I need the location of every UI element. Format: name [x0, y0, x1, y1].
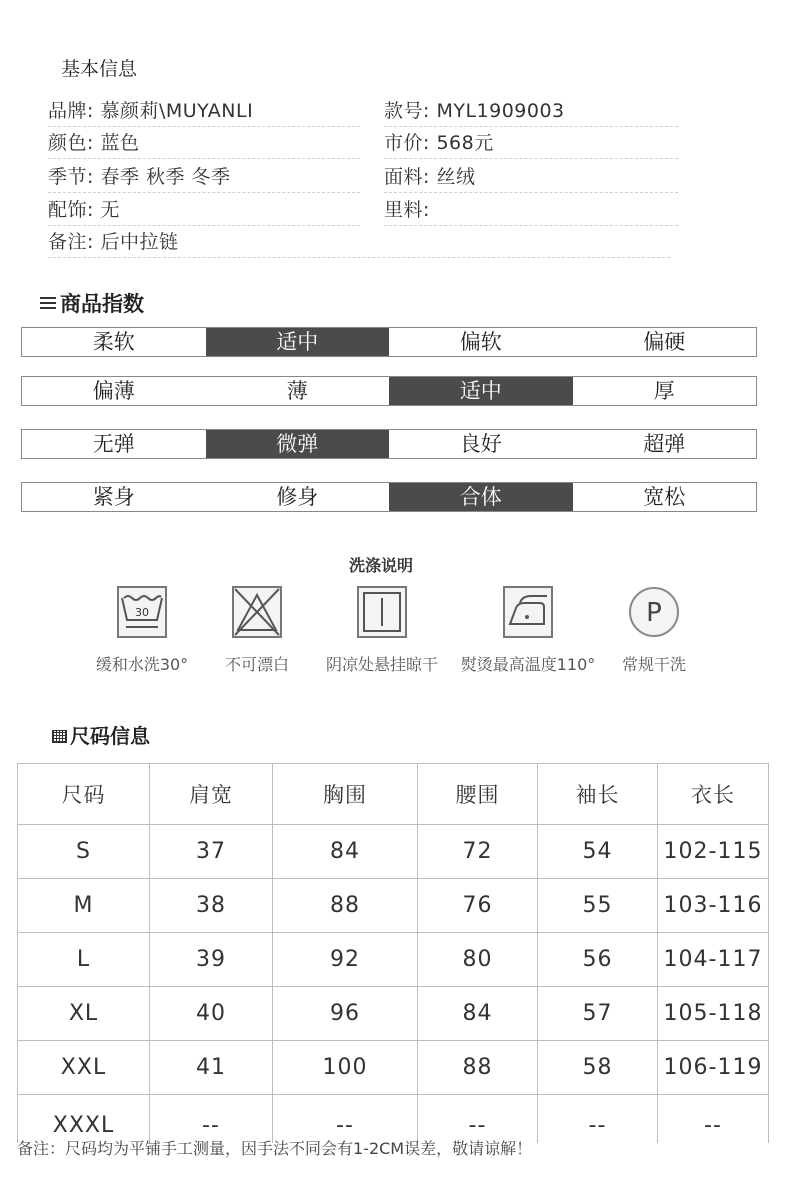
table-header: 腰围: [418, 764, 538, 825]
table-cell: 106-119: [658, 1041, 769, 1095]
dashed-divider: [384, 158, 678, 159]
table-cell: --: [658, 1095, 769, 1143]
table-cell: 100: [273, 1041, 418, 1095]
info-note: 备注: 后中拉链: [48, 231, 179, 253]
index-option: 超弹: [643, 432, 686, 456]
iron-icon: [503, 586, 553, 638]
list-icon: [40, 296, 56, 310]
index-bar-elasticity: [21, 429, 757, 459]
table-cell: 84: [273, 825, 418, 879]
wash-label: 常规干洗: [621, 655, 687, 674]
table-cell: 92: [273, 933, 418, 987]
wash-item: [325, 586, 439, 674]
index-bar-thickness: [21, 376, 757, 406]
svg-text:P: P: [646, 598, 662, 628]
table-cell: XXXL: [18, 1095, 150, 1143]
index-option: 厚: [653, 379, 675, 403]
index-option: 无弹: [92, 432, 135, 456]
table-cell: --: [538, 1095, 658, 1143]
dashed-divider: [48, 126, 360, 127]
wash-item: [621, 586, 687, 674]
info-price: 市价: 568元: [384, 132, 494, 154]
index-option: 薄: [286, 379, 308, 403]
index-option: 柔软: [92, 330, 135, 354]
table-header: 袖长: [538, 764, 658, 825]
info-accessory: 配饰: 无: [48, 199, 120, 221]
index-option-selected: 适中: [206, 328, 390, 356]
table-cell: --: [150, 1095, 273, 1143]
table-header: 衣长: [658, 764, 769, 825]
size-remark: 备注：尺码均为平铺手工测量，因手法不同会有1-2CM误差，敬请谅解！: [17, 1139, 533, 1158]
table-cell: 57: [538, 987, 658, 1041]
table-cell: 72: [418, 825, 538, 879]
info-color: 颜色: 蓝色: [48, 132, 140, 154]
table-header-row: [18, 764, 769, 825]
table-cell: 40: [150, 987, 273, 1041]
wash-item: [95, 586, 189, 674]
no-bleach-icon: [232, 586, 282, 638]
table-cell: 102-115: [658, 825, 769, 879]
product-index-title: [40, 288, 144, 318]
wash-item: [224, 586, 290, 674]
index-option: 偏软: [459, 330, 502, 354]
line-dry-shade-icon: [357, 586, 407, 638]
table-cell: 105-118: [658, 987, 769, 1041]
table-cell: 103-116: [658, 879, 769, 933]
size-table: [17, 763, 769, 1143]
table-cell: 80: [418, 933, 538, 987]
index-option-selected: 合体: [389, 483, 573, 511]
wash-label: 阴凉处悬挂晾干: [325, 655, 439, 674]
index-bar-softness: [21, 327, 757, 357]
index-option-selected: 适中: [389, 377, 573, 405]
index-option: 偏薄: [92, 379, 135, 403]
table-cell: --: [273, 1095, 418, 1143]
table-cell: 58: [538, 1041, 658, 1095]
wash-30-icon: [117, 586, 167, 638]
info-fabric: 面料: 丝绒: [384, 166, 476, 188]
table-cell: 56: [538, 933, 658, 987]
table-row: [18, 825, 769, 879]
info-lining: 里料:: [384, 199, 430, 221]
index-option: 良好: [459, 432, 502, 456]
size-info-title-text: 尺码信息: [70, 724, 150, 748]
table-cell: S: [18, 825, 150, 879]
table-cell: 55: [538, 879, 658, 933]
table-cell: XL: [18, 987, 150, 1041]
index-option-selected: 微弹: [206, 430, 390, 458]
index-option: 紧身: [92, 485, 135, 509]
dashed-divider: [384, 126, 678, 127]
table-cell: 37: [150, 825, 273, 879]
dashed-divider: [48, 158, 360, 159]
table-cell: 38: [150, 879, 273, 933]
table-cell: --: [418, 1095, 538, 1143]
table-cell: 88: [273, 879, 418, 933]
table-cell: 104-117: [658, 933, 769, 987]
wash-item: [460, 586, 596, 674]
table-cell: 41: [150, 1041, 273, 1095]
index-option: 修身: [276, 485, 319, 509]
size-info-title: [52, 720, 150, 749]
table-cell: 39: [150, 933, 273, 987]
info-brand: 品牌: 慕颜莉\MUYANLI: [48, 100, 254, 122]
basic-info-title: 基本信息: [61, 58, 138, 80]
dashed-divider: [48, 257, 670, 258]
wash-label: 熨烫最高温度110°: [460, 655, 596, 674]
table-cell: 76: [418, 879, 538, 933]
table-cell: L: [18, 933, 150, 987]
table-cell: 96: [273, 987, 418, 1041]
table-header: 肩宽: [150, 764, 273, 825]
table-cell: 88: [418, 1041, 538, 1095]
dry-clean-icon: [628, 586, 680, 638]
dashed-divider: [48, 225, 360, 226]
washing-title: 洗涤说明: [348, 556, 413, 575]
info-style-no: 款号: MYL1909003: [384, 100, 565, 122]
table-row: [18, 1041, 769, 1095]
wash-label: 缓和水洗30°: [95, 655, 189, 674]
table-header: 尺码: [18, 764, 150, 825]
info-season: 季节: 春季 秋季 冬季: [48, 166, 231, 188]
table-row: [18, 933, 769, 987]
product-index-title-text: 商品指数: [60, 292, 144, 316]
table-row: [18, 879, 769, 933]
svg-text:30: 30: [135, 606, 149, 619]
table-cell: 84: [418, 987, 538, 1041]
table-cell: 54: [538, 825, 658, 879]
dashed-divider: [48, 192, 360, 193]
dashed-divider: [384, 225, 678, 226]
dashed-divider: [384, 192, 678, 193]
index-bar-fit: [21, 482, 757, 512]
index-option: 宽松: [643, 485, 686, 509]
table-cell: XXL: [18, 1041, 150, 1095]
grid-icon: [52, 730, 67, 743]
table-cell: M: [18, 879, 150, 933]
table-row: [18, 987, 769, 1041]
wash-label: 不可漂白: [224, 655, 290, 674]
index-option: 偏硬: [643, 330, 686, 354]
table-header: 胸围: [273, 764, 418, 825]
